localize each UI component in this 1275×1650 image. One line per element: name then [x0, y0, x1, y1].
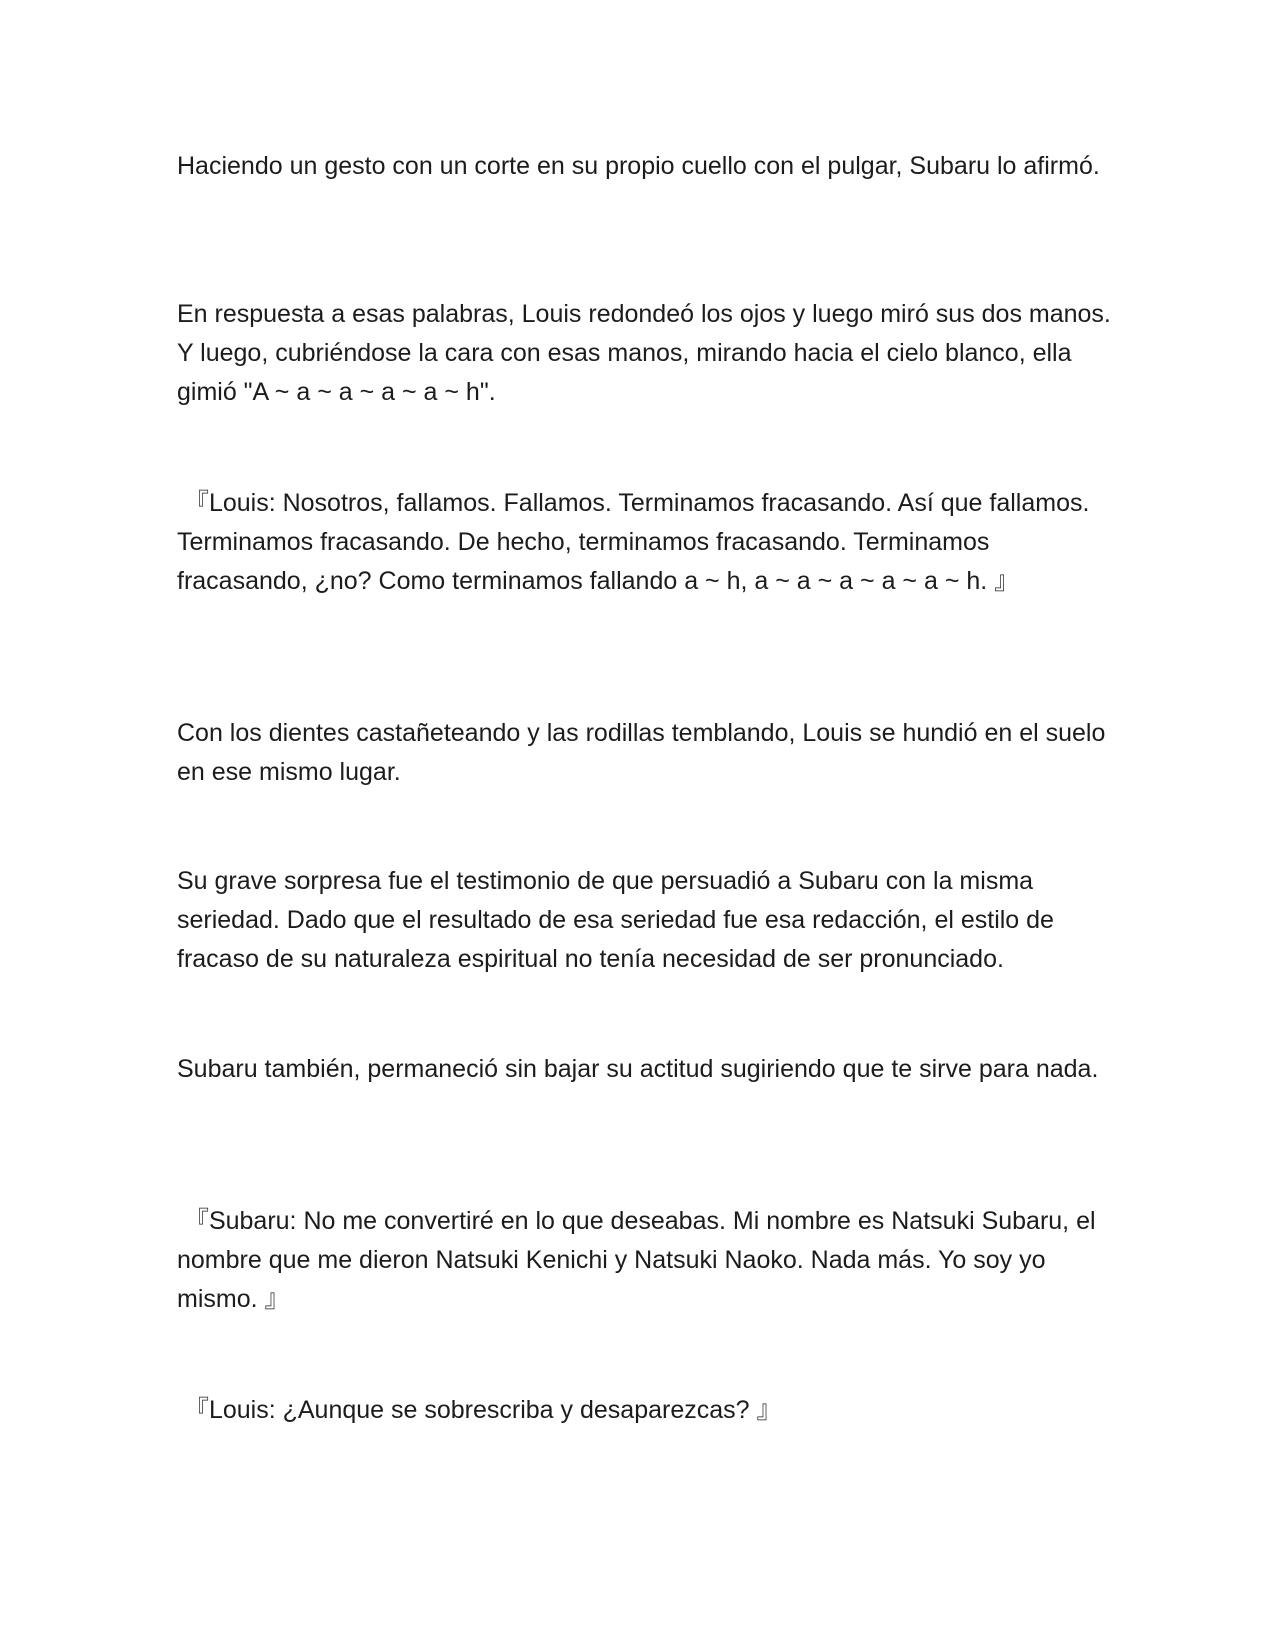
paragraph-1: Haciendo un gesto con un corte en su propio cuello con el pulgar, Subaru lo afirmó. [177, 152, 1100, 180]
paragraph-4: Con los dientes castañeteando y las rodillas temblando, Louis se hundió en el suelo en ese mismo lugar. [177, 719, 1106, 786]
dialogue-subaru: 『Subaru: No me convertiré en lo que deseabas. Mi nombre es Natsuki Subaru, el nombre que me dieron Natsuki Kenichi y Natsuki Naoko. Nada más. Yo soy yo mismo. 』 [177, 1207, 1096, 1313]
dialogue-louis-1: 『Louis: Nosotros, fallamos. Fallamos. Terminamos fracasando. Así que fallamos. Terminamos fracasando. De hecho, terminamos fracasando. Terminamos fracasando, ¿no? Como terminamos fallando a ~ h, a ~ a ~ a ~ a ~ a ~ h. 』 [177, 489, 1090, 595]
paragraph-2: En respuesta a esas palabras, Louis redondeó los ojos y luego miró sus dos manos. Y luego, cubriéndose la cara con esas manos, mirando hacia el cielo blanco, ella gimió "A ~ a ~ a ~ a ~ a ~ h". [177, 300, 1111, 406]
paragraph-6: Subaru también, permaneció sin bajar su actitud sugiriendo que te sirve para nada. [177, 1055, 1099, 1083]
paragraph-5: Su grave sorpresa fue el testimonio de que persuadió a Subaru con la misma seriedad. Dado que el resultado de esa seriedad fue esa redacción, el estilo de fracaso de su naturaleza espiritual no tenía necesidad de ser pronunciado. [177, 867, 1054, 973]
dialogue-louis-2: 『Louis: ¿Aunque se sobrescriba y desaparezcas? 』 [177, 1396, 782, 1424]
